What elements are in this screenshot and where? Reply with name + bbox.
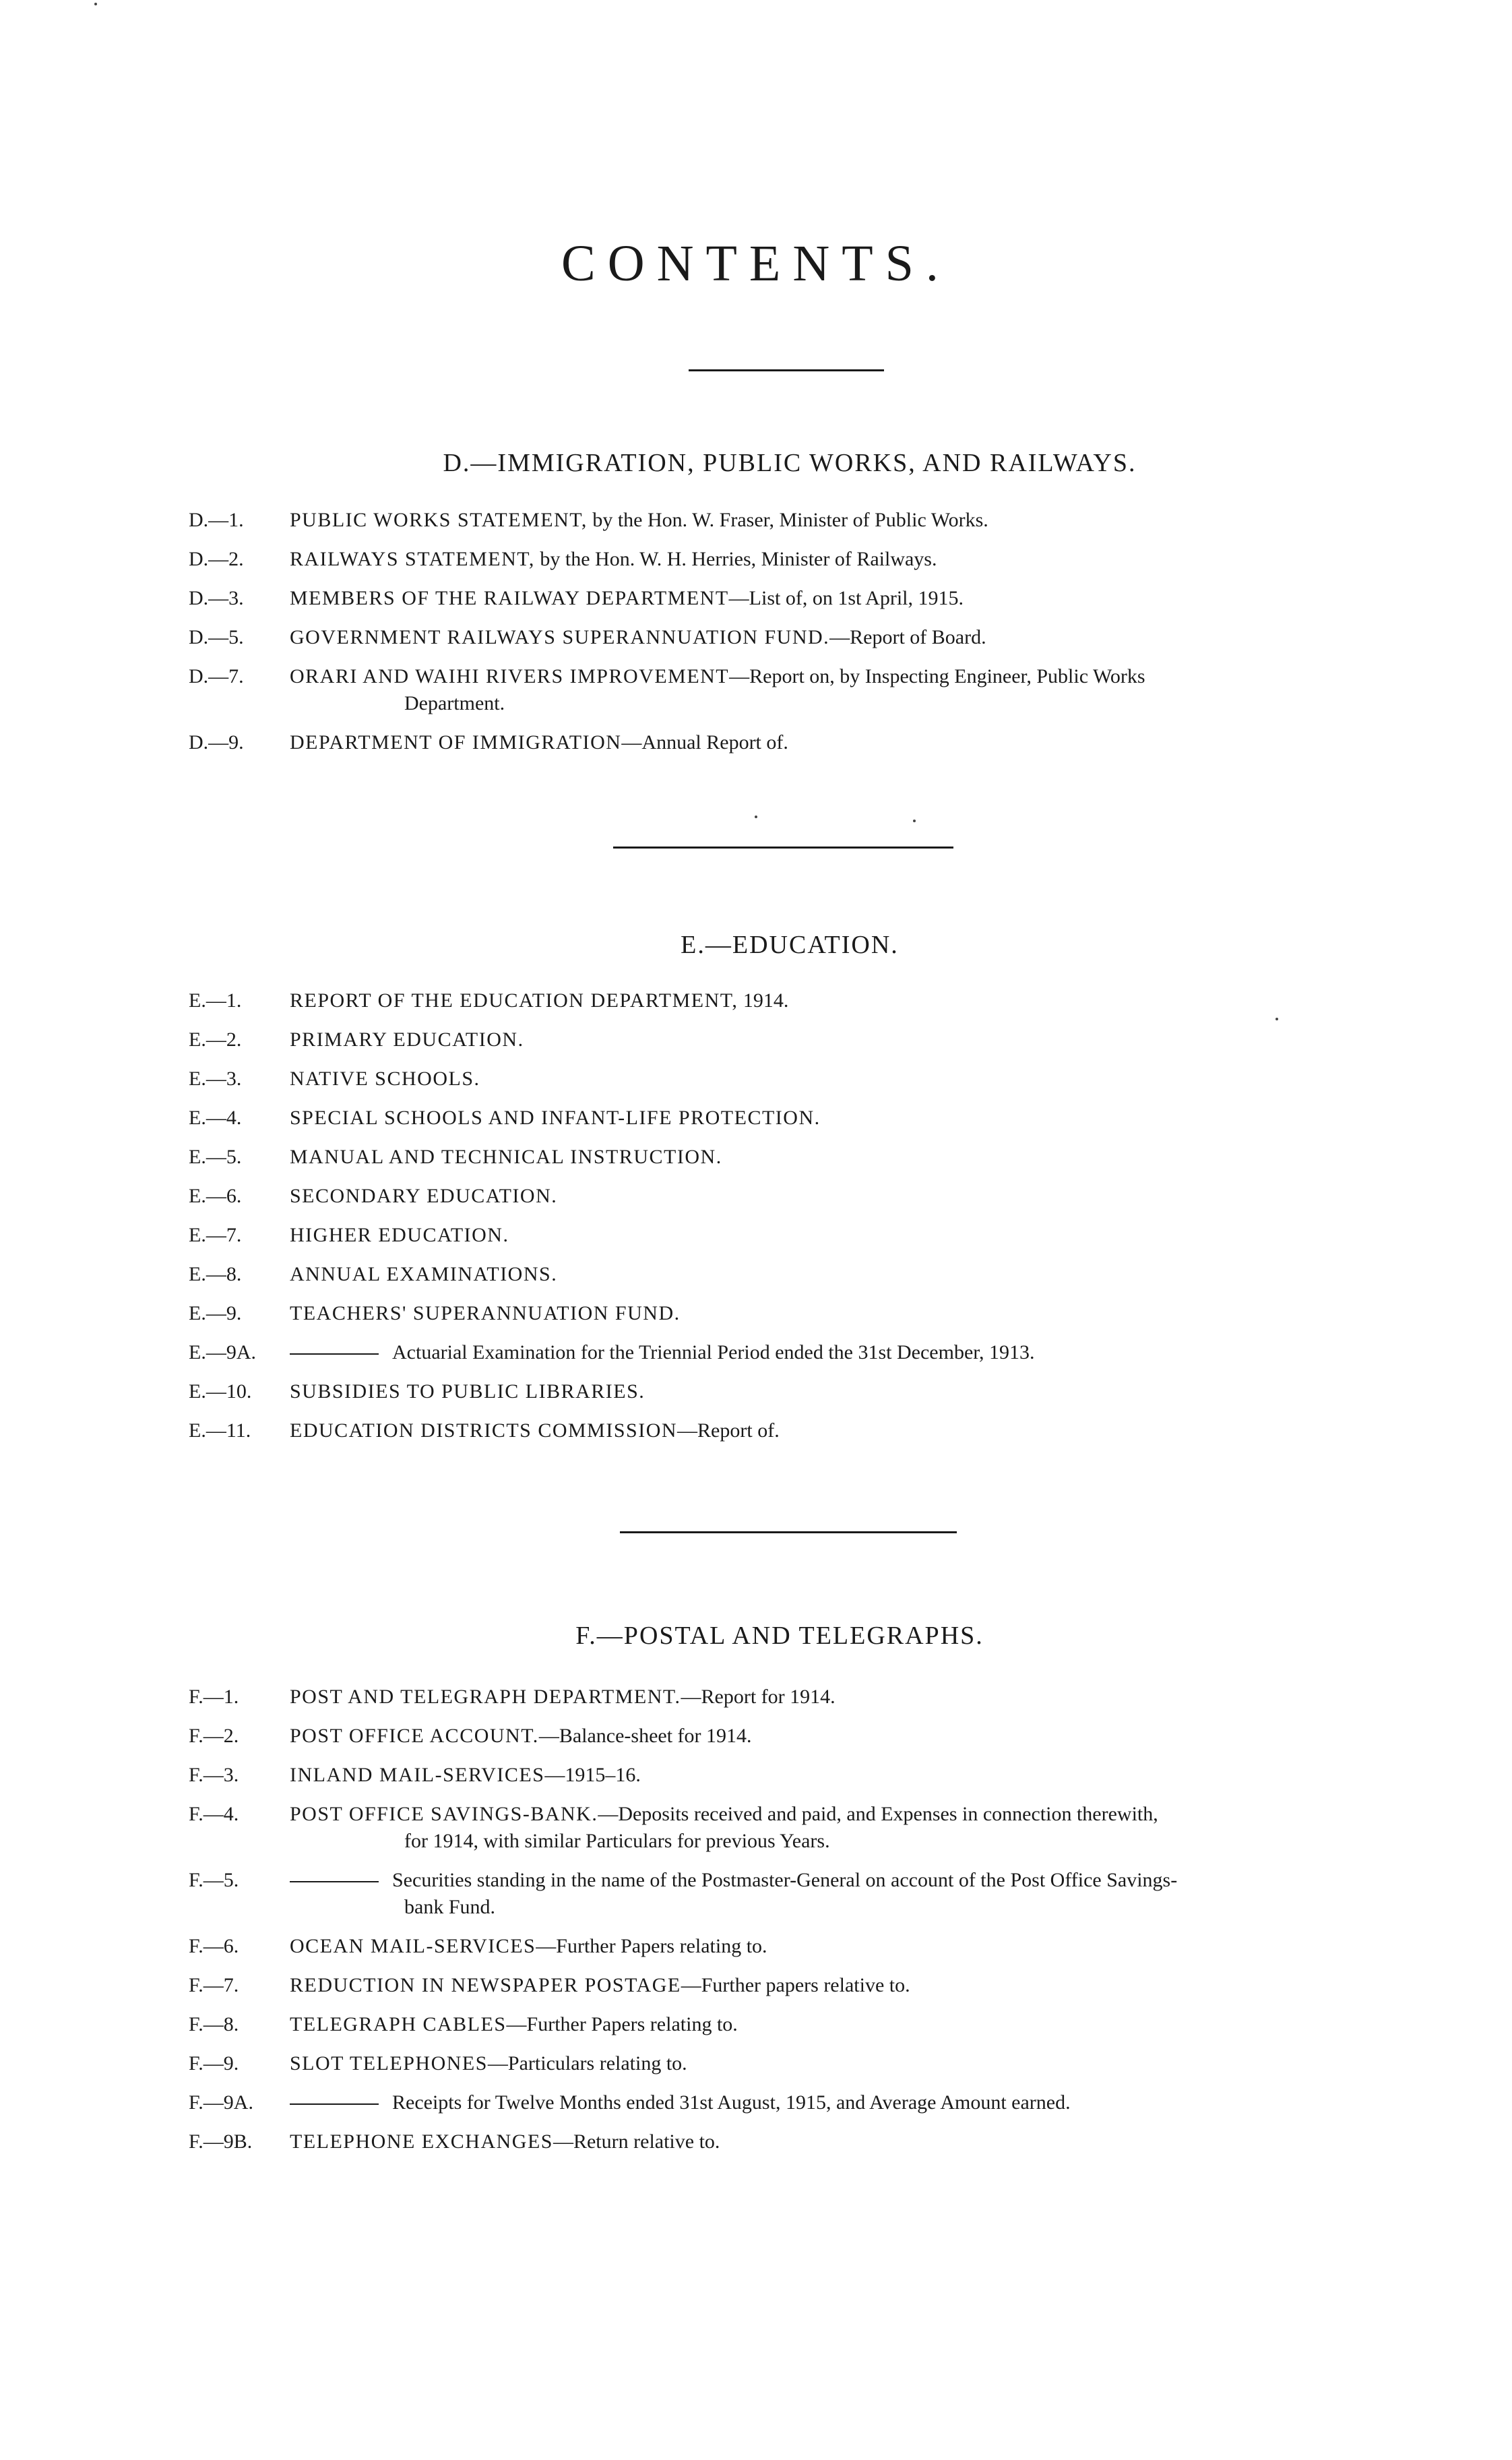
entry-description: —Further papers relative to. (681, 1974, 910, 1996)
entry-description: Receipts for Twelve Months ended 31st August, 1915, and Average Amount earned. (392, 2091, 1071, 2114)
entry-subject: SPECIAL SCHOOLS AND INFANT-LIFE PROTECTION. (290, 1107, 821, 1129)
entry-subject: TEACHERS' SUPERANNUATION FUND. (290, 1302, 681, 1324)
entry-description: —Report of Board. (829, 626, 986, 648)
contents-entry (0, 1378, 1512, 1405)
contents-entry (0, 729, 1512, 756)
contents-entry (0, 1972, 1512, 1999)
contents-entry (0, 1867, 1512, 1921)
entry-text (290, 1867, 1375, 1921)
entry-code: E.—8. (189, 1263, 242, 1285)
entry-subject: RAILWAYS STATEMENT, (290, 548, 535, 570)
entry-code: F.—1. (189, 1686, 239, 1708)
entry-subject: POST OFFICE ACCOUNT. (290, 1725, 539, 1747)
entry-code: F.—6. (189, 1935, 239, 1957)
contents-entry (0, 1144, 1512, 1171)
entry-description: —1915–16. (544, 1764, 641, 1786)
entry-subject: SECONDARY EDUCATION. (290, 1185, 558, 1207)
entry-code: E.—5. (189, 1146, 242, 1168)
entry-subject: REPORT OF THE EDUCATION DEPARTMENT, (290, 989, 738, 1012)
entry-text (290, 1222, 1375, 1249)
entry-description: Securities standing in the name of the Postmaster-General on account of the Post Office Savings- (392, 1869, 1178, 1891)
entry-subject: SUBSIDIES TO PUBLIC LIBRARIES. (290, 1380, 645, 1403)
entry-description: —Annual Report of. (621, 731, 788, 754)
entry-description: —Further Papers relating to. (536, 1935, 767, 1957)
entry-description: —Report on, by Inspecting Engineer, Public Works (729, 665, 1145, 687)
contents-entry (0, 1762, 1512, 1789)
section-heading-e: E.—EDUCATION. (681, 931, 899, 959)
entry-description: —Report of. (677, 1419, 780, 1442)
entry-text (290, 1183, 1375, 1210)
entry-code: E.—3. (189, 1068, 242, 1090)
entry-subject: MANUAL AND TECHNICAL INSTRUCTION. (290, 1146, 722, 1168)
entry-code: E.—9. (189, 1302, 242, 1324)
entry-text (290, 585, 1375, 612)
entry-description: by the Hon. W. H. Herries, Minister of Railways. (534, 548, 937, 570)
section-d-entries (0, 507, 1512, 768)
entry-subject: PUBLIC WORKS STATEMENT, (290, 509, 588, 531)
entry-subject: PRIMARY EDUCATION. (290, 1028, 524, 1051)
contents-entry (0, 1105, 1512, 1132)
entry-description: —Return relative to. (553, 2130, 720, 2153)
contents-entry (0, 1261, 1512, 1288)
contents-entry (0, 1066, 1512, 1093)
entry-code: D.—9. (189, 731, 244, 754)
contents-entry (0, 2011, 1512, 2038)
entry-subject: OCEAN MAIL-SERVICES (290, 1935, 536, 1957)
entry-continuation: for 1914, with similar Particulars for previous Years. (404, 1830, 830, 1852)
entry-subject: REDUCTION IN NEWSPAPER POSTAGE (290, 1974, 681, 1996)
entry-description: —Deposits received and paid, and Expenses in connection therewith, (598, 1803, 1158, 1825)
entry-description: Actuarial Examination for the Triennial Period ended the 31st December, 1913. (392, 1341, 1035, 1363)
entry-code: F.—9A. (189, 2091, 253, 2114)
entry-code: F.—5. (189, 1869, 239, 1891)
entry-subject: ORARI AND WAIHI RIVERS IMPROVEMENT (290, 665, 730, 687)
section-e-entries (0, 987, 1512, 1456)
entry-subject: TELEPHONE EXCHANGES (290, 2130, 553, 2153)
entry-description: —Particulars relating to. (487, 2052, 687, 2074)
section-rule-2 (620, 1531, 957, 1533)
entry-code: E.—4. (189, 1107, 242, 1129)
section-f-entries (0, 1684, 1512, 2167)
contents-entry (0, 1801, 1512, 1855)
entry-text (290, 1762, 1375, 1789)
entry-text (290, 1417, 1375, 1444)
entry-code: F.—9B. (189, 2130, 253, 2153)
title-rule (689, 369, 884, 371)
entry-text (290, 1933, 1375, 1960)
entry-description: by the Hon. W. Fraser, Minister of Public Works. (587, 509, 988, 531)
contents-entry (0, 1684, 1512, 1711)
entry-text (290, 1378, 1375, 1405)
entry-text (290, 1026, 1375, 1053)
contents-entry (0, 1026, 1512, 1053)
section-heading-f: F.—POSTAL AND TELEGRAPHS. (575, 1622, 984, 1650)
print-speck (1275, 1018, 1278, 1020)
entry-code: D.—2. (189, 548, 244, 570)
entry-code: F.—7. (189, 1974, 239, 1996)
contents-entry (0, 663, 1512, 717)
section-rule-1 (613, 847, 953, 849)
entry-text (290, 1801, 1375, 1855)
ditto-dash (290, 1881, 379, 1882)
entry-text (290, 663, 1375, 717)
contents-entry (0, 2050, 1512, 2077)
entry-code: E.—9A. (189, 1341, 256, 1363)
entry-code: F.—8. (189, 2013, 239, 2035)
contents-entry (0, 1183, 1512, 1210)
entry-description: 1914. (738, 989, 789, 1012)
entry-text (290, 2050, 1375, 2077)
contents-entry (0, 1933, 1512, 1960)
entry-code: D.—1. (189, 509, 244, 531)
page-title: CONTENTS. (561, 235, 951, 292)
entry-text (290, 987, 1375, 1014)
contents-entry (0, 1222, 1512, 1249)
entry-description: —List of, on 1st April, 1915. (728, 587, 964, 609)
contents-entry (0, 1417, 1512, 1444)
entry-description: —Further Papers relating to. (506, 2013, 738, 2035)
entry-code: E.—7. (189, 1224, 242, 1246)
entry-code: F.—2. (189, 1725, 239, 1747)
print-speck (94, 3, 97, 5)
entry-subject: INLAND MAIL-SERVICES (290, 1764, 545, 1786)
entry-text (290, 1261, 1375, 1288)
entry-subject: TELEGRAPH CABLES (290, 2013, 507, 2035)
entry-text (290, 2011, 1375, 2038)
contents-entry (0, 546, 1512, 573)
contents-entry (0, 507, 1512, 534)
entry-text (290, 624, 1375, 651)
entry-text (290, 546, 1375, 573)
entry-code: D.—3. (189, 587, 244, 609)
entry-continuation: bank Fund. (404, 1896, 495, 1918)
entry-subject: EDUCATION DISTRICTS COMMISSION (290, 1419, 678, 1442)
contents-entry (0, 1723, 1512, 1750)
contents-entry (0, 1300, 1512, 1327)
contents-entry (0, 1339, 1512, 1366)
entry-code: D.—5. (189, 626, 244, 648)
entry-text (290, 2128, 1375, 2155)
entry-text (290, 1339, 1375, 1366)
entry-code: E.—11. (189, 1419, 251, 1442)
entry-text (290, 1300, 1375, 1327)
entry-text (290, 1972, 1375, 1999)
entry-code: F.—9. (189, 2052, 239, 2074)
entry-subject: POST OFFICE SAVINGS-BANK. (290, 1803, 598, 1825)
contents-entry (0, 585, 1512, 612)
entry-text (290, 1144, 1375, 1171)
entry-text (290, 507, 1375, 534)
entry-subject: NATIVE SCHOOLS. (290, 1068, 480, 1090)
ditto-dash (290, 2103, 379, 2105)
entry-subject: MEMBERS OF THE RAILWAY DEPARTMENT (290, 587, 729, 609)
entry-subject: HIGHER EDUCATION. (290, 1224, 509, 1246)
entry-text (290, 729, 1375, 756)
entry-subject: POST AND TELEGRAPH DEPARTMENT. (290, 1686, 681, 1708)
print-speck (755, 816, 757, 818)
ditto-dash (290, 1353, 379, 1355)
entry-description: —Balance-sheet for 1914. (538, 1725, 752, 1747)
entry-code: E.—2. (189, 1028, 242, 1051)
contents-entry (0, 2089, 1512, 2116)
entry-text (290, 1723, 1375, 1750)
entry-subject: ANNUAL EXAMINATIONS. (290, 1263, 558, 1285)
entry-code: D.—7. (189, 665, 244, 687)
entry-code: E.—10. (189, 1380, 252, 1403)
entry-code: E.—6. (189, 1185, 242, 1207)
entry-code: F.—3. (189, 1764, 239, 1786)
entry-code: F.—4. (189, 1803, 239, 1825)
contents-entry (0, 2128, 1512, 2155)
entry-description: —Report for 1914. (681, 1686, 836, 1708)
entry-text (290, 2089, 1375, 2116)
entry-text (290, 1105, 1375, 1132)
entry-continuation: Department. (404, 692, 505, 714)
section-heading-d: D.—IMMIGRATION, PUBLIC WORKS, AND RAILWAYS. (443, 449, 1137, 477)
entry-subject: SLOT TELEPHONES (290, 2052, 488, 2074)
print-speck (913, 820, 916, 822)
entry-subject: DEPARTMENT OF IMMIGRATION (290, 731, 622, 754)
entry-text (290, 1684, 1375, 1711)
entry-subject: GOVERNMENT RAILWAYS SUPERANNUATION FUND. (290, 626, 830, 648)
contents-entry (0, 987, 1512, 1014)
contents-entry (0, 624, 1512, 651)
entry-code: E.—1. (189, 989, 242, 1012)
entry-text (290, 1066, 1375, 1093)
